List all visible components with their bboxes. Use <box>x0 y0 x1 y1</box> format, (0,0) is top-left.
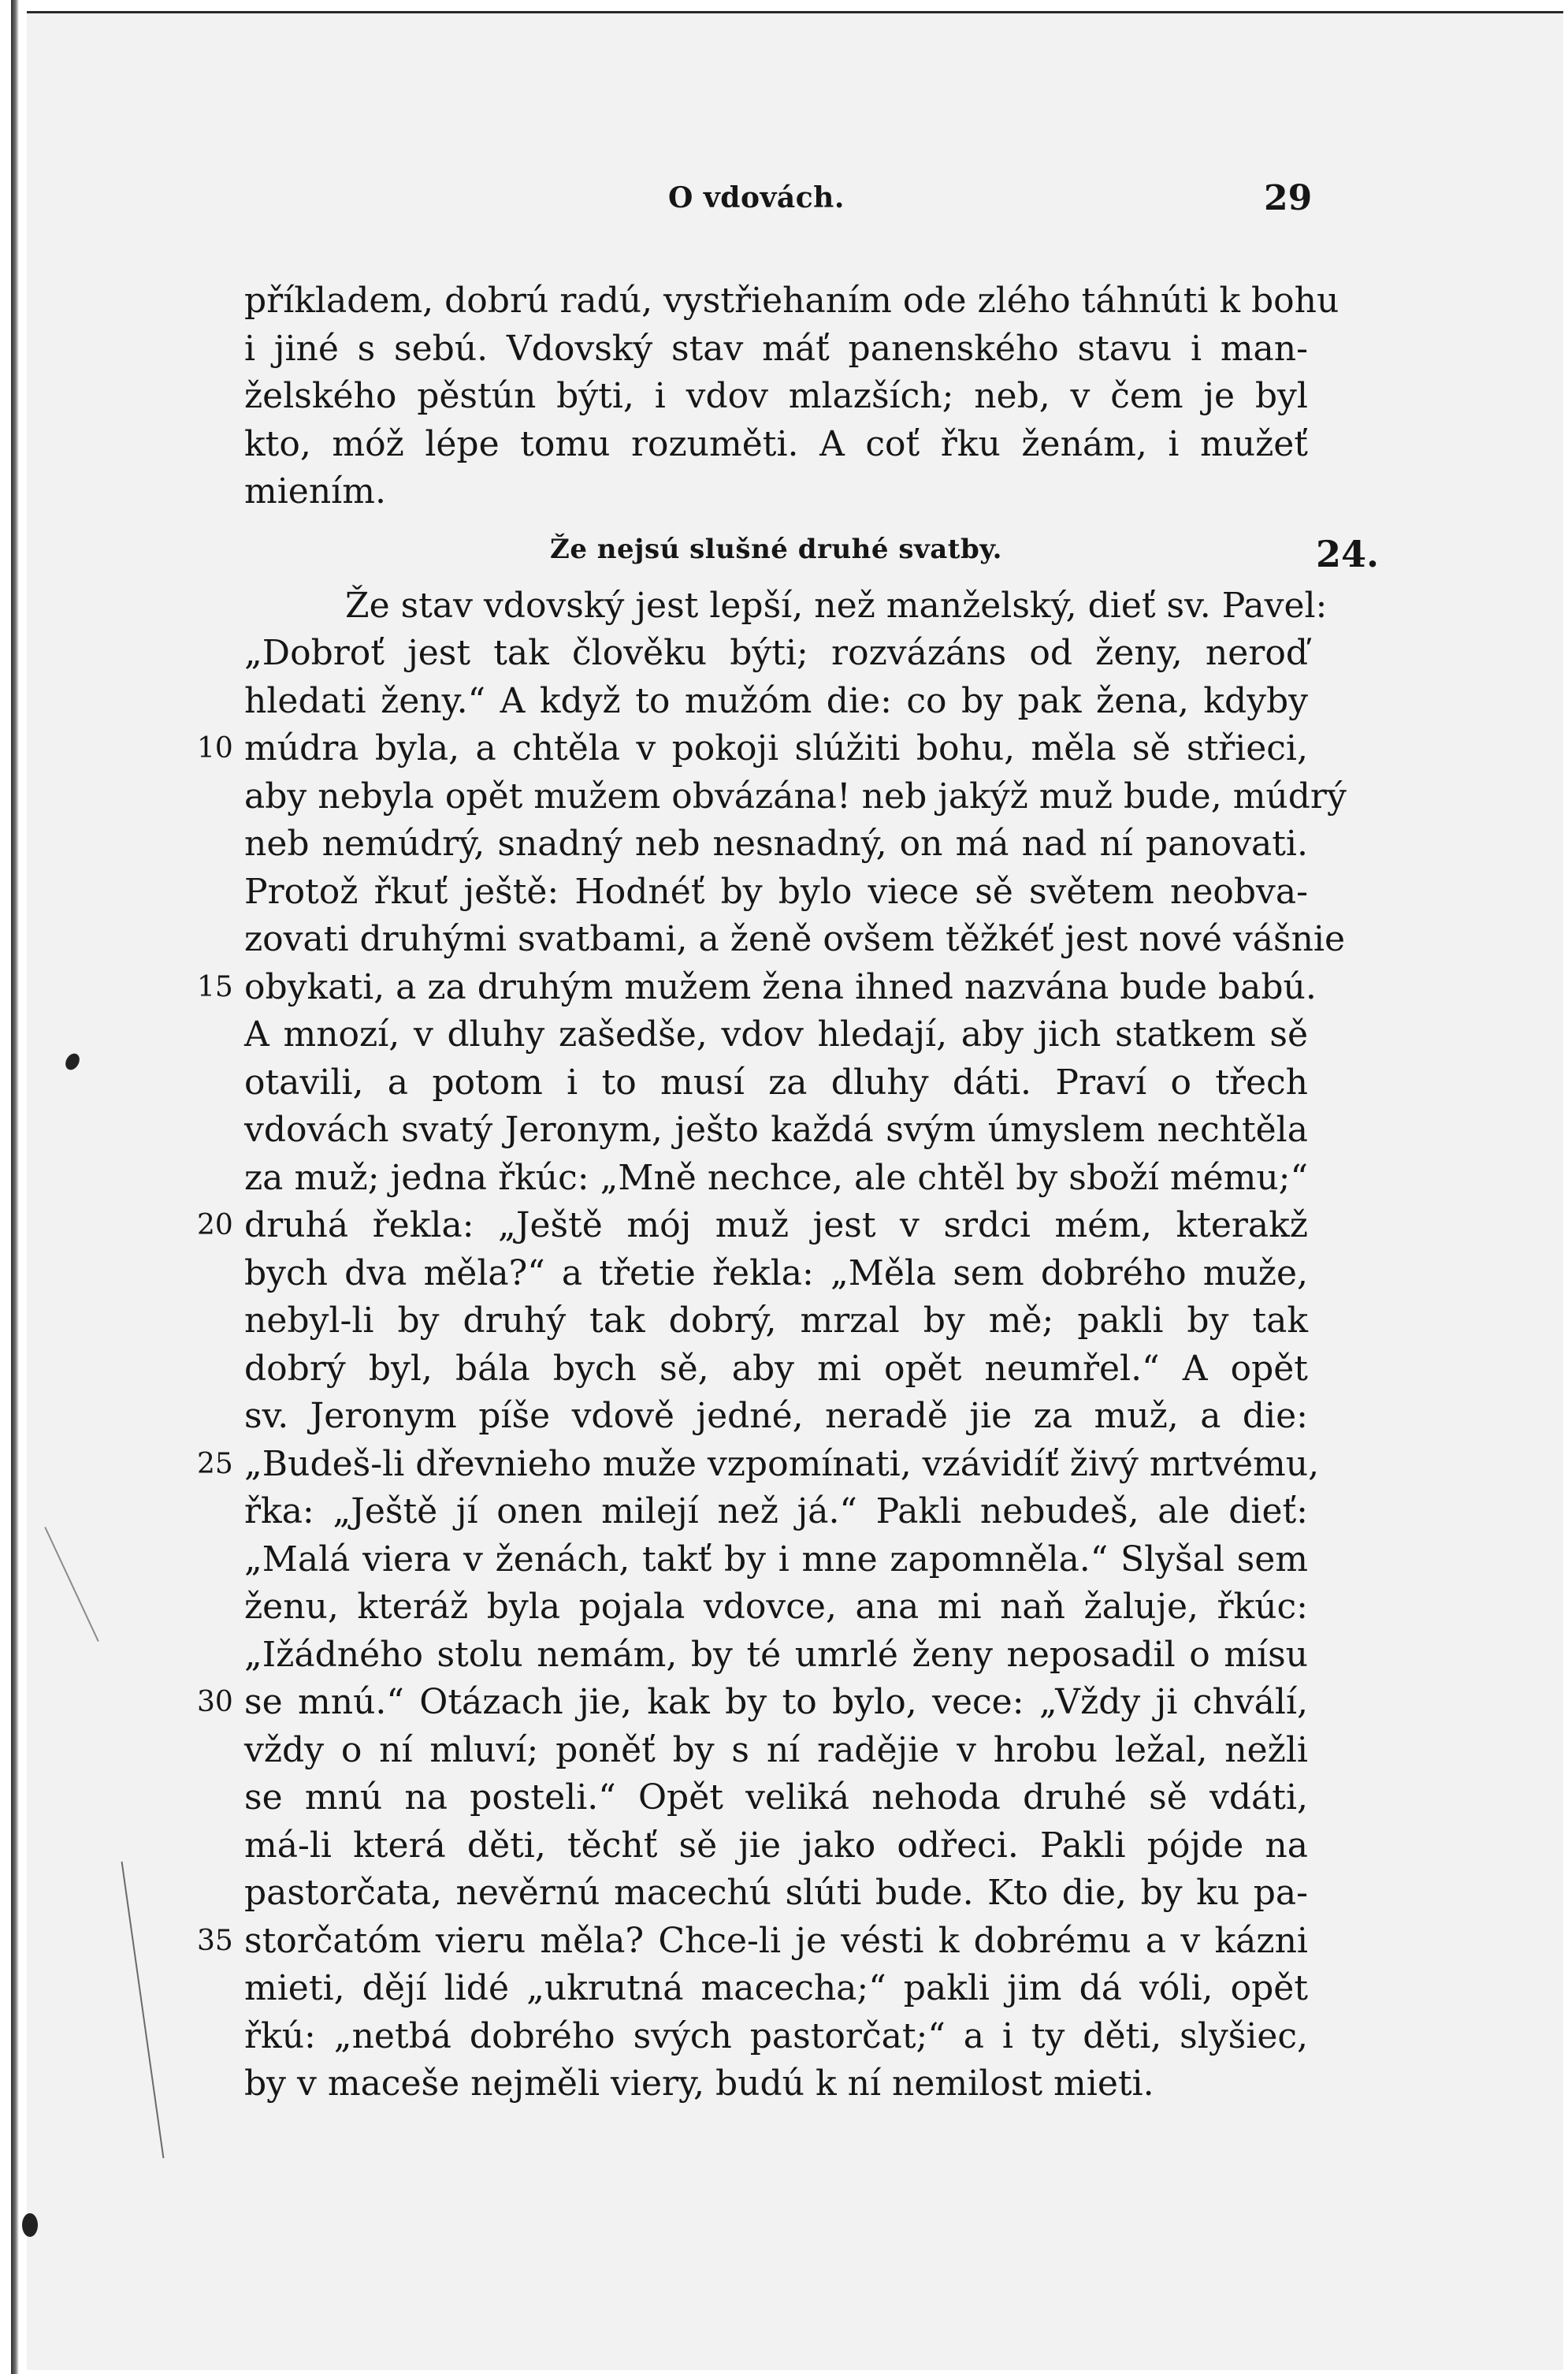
text-line <box>244 820 1308 869</box>
line-number: 20 <box>197 1209 233 1241</box>
text-line <box>244 2060 1308 2108</box>
section-title: Že nejsú slušné druhé svatby. <box>550 533 1002 565</box>
line-text: se mnú.“ Otázach jie, kak by to bylo, vece: „Vždy ji chválí, <box>244 1682 1308 1722</box>
paragraph-1 <box>244 277 1339 516</box>
line-text: miením. <box>244 471 386 512</box>
text-line <box>197 725 1308 773</box>
line-number: 35 <box>197 1924 233 1957</box>
line-text: Že stav vdovský jest lepší, než manželský, dieť sv. Pavel: <box>345 585 1328 626</box>
text-line <box>244 630 1308 678</box>
line-text: má-li která děti, těchť sě jie jako odřeci. Pakli pójde na <box>244 1825 1308 1866</box>
line-text: A mnozí, v dluhy zašedše, vdov hledají, aby jich statkem sě <box>244 1014 1308 1055</box>
text-line <box>197 1679 1308 1727</box>
line-text: ženu, kteráž byla pojala vdovce, ana mi naň žaluje, řkúc: <box>244 1587 1308 1627</box>
text-line <box>244 468 1308 516</box>
page-text <box>197 277 1347 2108</box>
text-line <box>244 916 1346 964</box>
page-header <box>0 177 1568 232</box>
line-text: dobrý byl, bála bych sě, aby mi opět neumřel.“ A opět <box>244 1348 1308 1389</box>
line-number: 25 <box>197 1447 233 1480</box>
text-line <box>197 1441 1320 1489</box>
line-text: želského pěstún býti, i vdov mlazších; neb, v čem je byl <box>244 376 1308 416</box>
ink-blot <box>22 2213 38 2237</box>
text-line <box>244 1155 1308 1203</box>
line-text: „Malá viera v ženách, takť by i mne zapomněla.“ Slyšal sem <box>244 1539 1308 1580</box>
text-line <box>244 1822 1308 1870</box>
line-text: aby nebyla opět mužem obvázána! neb jakýž muž bude, múdrý <box>244 776 1347 817</box>
section-margin-number: 24. <box>1316 533 1380 575</box>
paragraph-2 <box>197 582 1347 2108</box>
text-line <box>244 1107 1308 1155</box>
line-text: by v maceše nejměli viery, budú k ní nemilost mieti. <box>244 2063 1154 2104</box>
line-text: vdovách svatý Jeronym, ješto každá svým úmyslem nechtěla <box>244 1110 1308 1150</box>
line-text: múdra byla, a chtěla v pokoji slúžiti bohu, měla sě střieci, <box>244 728 1308 768</box>
text-line <box>244 326 1308 374</box>
text-line <box>244 678 1308 726</box>
line-text: pastorčata, nevěrnú macechú slúti bude. Kto die, by ku pa- <box>244 1873 1308 1913</box>
line-text: za muž; jedna řkúc: „Mně nechce, ale chtěl by sboží mému;“ <box>244 1157 1308 1198</box>
line-text: kto, móž lépe tomu rozuměti. A coť řku ženám, i mužeť <box>244 423 1308 464</box>
text-line <box>244 869 1308 917</box>
line-text: storčatóm vieru měla? Chce-li je vésti k dobrému a v kázni <box>244 1920 1308 1961</box>
line-text: hledati ženy.“ A když to mužóm die: co by pak žena, kdyby <box>244 680 1308 721</box>
line-text: druhá řekla: „Ještě mój muž jest v srdci mém, kterakž <box>244 1205 1308 1245</box>
line-text: neb nemúdrý, snadný neb nesnadný, on má nad ní panovati. <box>244 824 1308 864</box>
line-text: bych dva měla?“ a třetie řekla: „Měla sem dobrého muže, <box>244 1252 1308 1293</box>
text-line <box>244 1536 1308 1584</box>
text-line <box>244 1297 1308 1345</box>
line-text: mieti, dějí lidé „ukrutná macecha;“ pakli jim dá vóli, opět <box>244 1968 1308 2008</box>
text-line <box>244 1488 1308 1536</box>
line-text: řka: „Ještě jí onen milejí než já.“ Pakli nebudeš, ale dieť: <box>244 1491 1308 1531</box>
text-line <box>244 1583 1308 1632</box>
text-line <box>244 1059 1308 1107</box>
line-text: obykati, a za druhým mužem žena ihned nazvána bude babú. <box>244 966 1317 1007</box>
page-number: 29 <box>1264 178 1313 218</box>
line-text: vždy o ní mluví; poněť by s ní radějie v hrobu ležal, nežli <box>244 1729 1308 1770</box>
line-text: se mnú na posteli.“ Opět veliká nehoda druhé sě vdáti, <box>244 1777 1308 1818</box>
text-line <box>244 1011 1308 1059</box>
line-number: 10 <box>197 732 233 765</box>
text-line <box>244 1727 1308 1775</box>
text-line <box>244 582 1328 631</box>
text-line <box>244 373 1308 421</box>
line-text: „Ižádného stolu nemám, by té umrlé ženy neposadil o mísu <box>244 1634 1308 1675</box>
text-line <box>197 964 1317 1012</box>
line-number: 30 <box>197 1686 233 1718</box>
running-head: O vdovách. <box>668 181 845 214</box>
text-line <box>244 1774 1308 1822</box>
text-line <box>244 421 1308 469</box>
text-line <box>244 773 1347 821</box>
scan-edge <box>11 0 19 2374</box>
text-line <box>244 2013 1308 2061</box>
text-line <box>244 1345 1308 1394</box>
text-line <box>244 1250 1308 1298</box>
line-text: řkú: „netbá dobrého svých pastorčat;“ a i ty děti, slyšiec, <box>244 2015 1308 2056</box>
line-text: sv. Jeronym píše vdově jedné, neradě jie za muž, a die: <box>244 1396 1308 1436</box>
text-line <box>244 1632 1308 1680</box>
line-text: příkladem, dobrú radú, vystřiehaním ode zlého táhnúti k bohu <box>244 281 1339 321</box>
text-line <box>197 1202 1308 1250</box>
text-line <box>244 277 1339 326</box>
line-text: i jiné s sebú. Vdovský stav máť panenského stavu i man- <box>244 328 1308 369</box>
text-line <box>197 1918 1308 1966</box>
text-line <box>244 1965 1308 2013</box>
line-text: otavili, a potom i to musí za dluhy dáti. Praví o třech <box>244 1062 1308 1103</box>
line-text: nebyl-li by druhý tak dobrý, mrzal by mě; pakli by tak <box>244 1300 1308 1341</box>
text-line <box>244 1870 1308 1918</box>
line-number: 15 <box>197 970 233 1003</box>
line-text: „Dobroť jest tak člověku býti; rozvázáns od ženy, neroď <box>244 633 1308 673</box>
line-text: Protož řkuť ještě: Hodnéť by bylo viece sě světem neobva- <box>244 871 1308 912</box>
text-line <box>244 1393 1308 1441</box>
line-text: zovati druhými svatbami, a ženě ovšem těžkéť jest nové vášnie <box>244 919 1346 959</box>
line-text: „Budeš-li dřevnieho muže vzpomínati, vzávidíť živý mrtvému, <box>244 1443 1320 1484</box>
